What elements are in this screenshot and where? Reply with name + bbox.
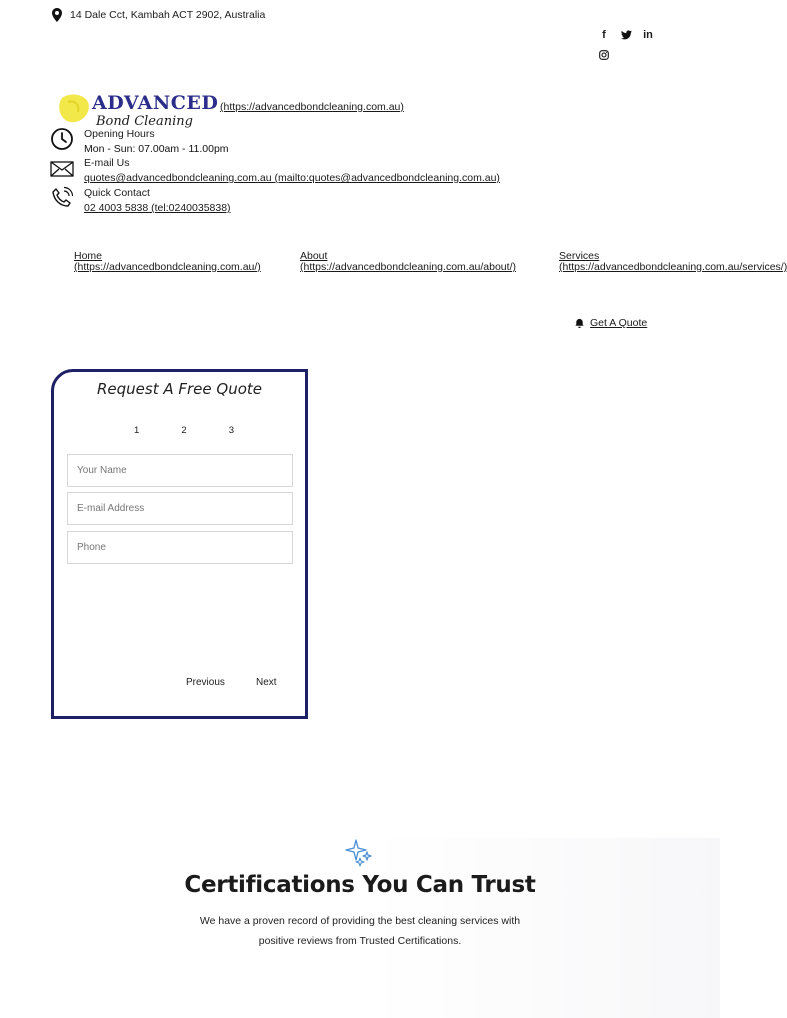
company-logo[interactable] (58, 88, 218, 130)
twitter-icon[interactable] (620, 29, 632, 41)
sparkle-icon (345, 838, 375, 866)
instagram-icon[interactable] (598, 49, 610, 61)
nav-home-label: Home (74, 250, 103, 262)
get-a-quote-button[interactable] (574, 317, 647, 329)
email-label: E-mail Us (84, 157, 130, 169)
bell-icon (574, 318, 585, 329)
next-button[interactable]: Next (256, 677, 277, 688)
form-steps (134, 425, 234, 436)
clock-icon (50, 127, 74, 151)
facebook-icon[interactable]: f (602, 29, 606, 41)
step-3[interactable]: 3 (228, 425, 234, 436)
nav-services-label: Services (559, 250, 600, 262)
nav-item-home[interactable] (74, 251, 261, 273)
nav-home-url: (https://advancedbondcleaning.com.au/) (74, 261, 261, 273)
previous-button[interactable]: Previous (186, 677, 225, 688)
phone-contact (50, 186, 231, 216)
envelope-icon (50, 156, 74, 180)
form-title: Request A Free Quote (96, 380, 263, 398)
phone-link[interactable]: 02 4003 5838 (tel:0240035838) (84, 202, 231, 214)
hours-label: Opening Hours (84, 128, 155, 140)
nav-about-label: About (300, 250, 328, 262)
email-contact (50, 156, 500, 186)
linkedin-icon[interactable]: in (643, 29, 653, 41)
nav-item-services[interactable] (559, 251, 787, 273)
step-1[interactable]: 1 (134, 425, 140, 436)
phone-icon (50, 186, 74, 210)
svg-text:Bond Cleaning: Bond Cleaning (96, 114, 193, 129)
name-field[interactable]: Your Name (67, 454, 293, 487)
nav-about-url: (https://advancedbondcleaning.com.au/about/) (300, 261, 516, 273)
certifications-description-line1: We have a proven record of providing the best cleaning services with (199, 915, 521, 927)
quote-form (51, 369, 308, 719)
get-a-quote-label: Get A Quote (590, 317, 648, 329)
address-text: 14 Dale Cct, Kambah ACT 2902, Australia (70, 9, 266, 21)
location-pin-icon (52, 8, 62, 22)
email-link[interactable]: quotes@advancedbondcleaning.com.au (mailto:quotes@advancedbondcleaning.com.au) (84, 172, 500, 184)
logo-url-link[interactable]: (https://advancedbondcleaning.com.au) (220, 101, 404, 113)
hours-value: Mon - Sun: 07.00am - 11.00pm (84, 143, 229, 155)
topbar-address (52, 8, 265, 22)
svg-text:ADVANCED: ADVANCED (92, 92, 219, 114)
certifications-title: Certifications You Can Trust (184, 872, 536, 898)
email-field[interactable]: E-mail Address (67, 492, 293, 525)
phone-field[interactable]: Phone (67, 531, 293, 564)
social-links (598, 28, 654, 62)
step-2[interactable]: 2 (181, 425, 187, 436)
certifications-description (180, 911, 540, 951)
phone-label: Quick Contact (84, 187, 150, 199)
nav-item-about[interactable] (300, 251, 516, 273)
opening-hours (50, 127, 229, 157)
certifications-description-line2: positive reviews from Trusted Certifications. (258, 935, 462, 947)
nav-services-url: (https://advancedbondcleaning.com.au/services/) (559, 261, 787, 273)
